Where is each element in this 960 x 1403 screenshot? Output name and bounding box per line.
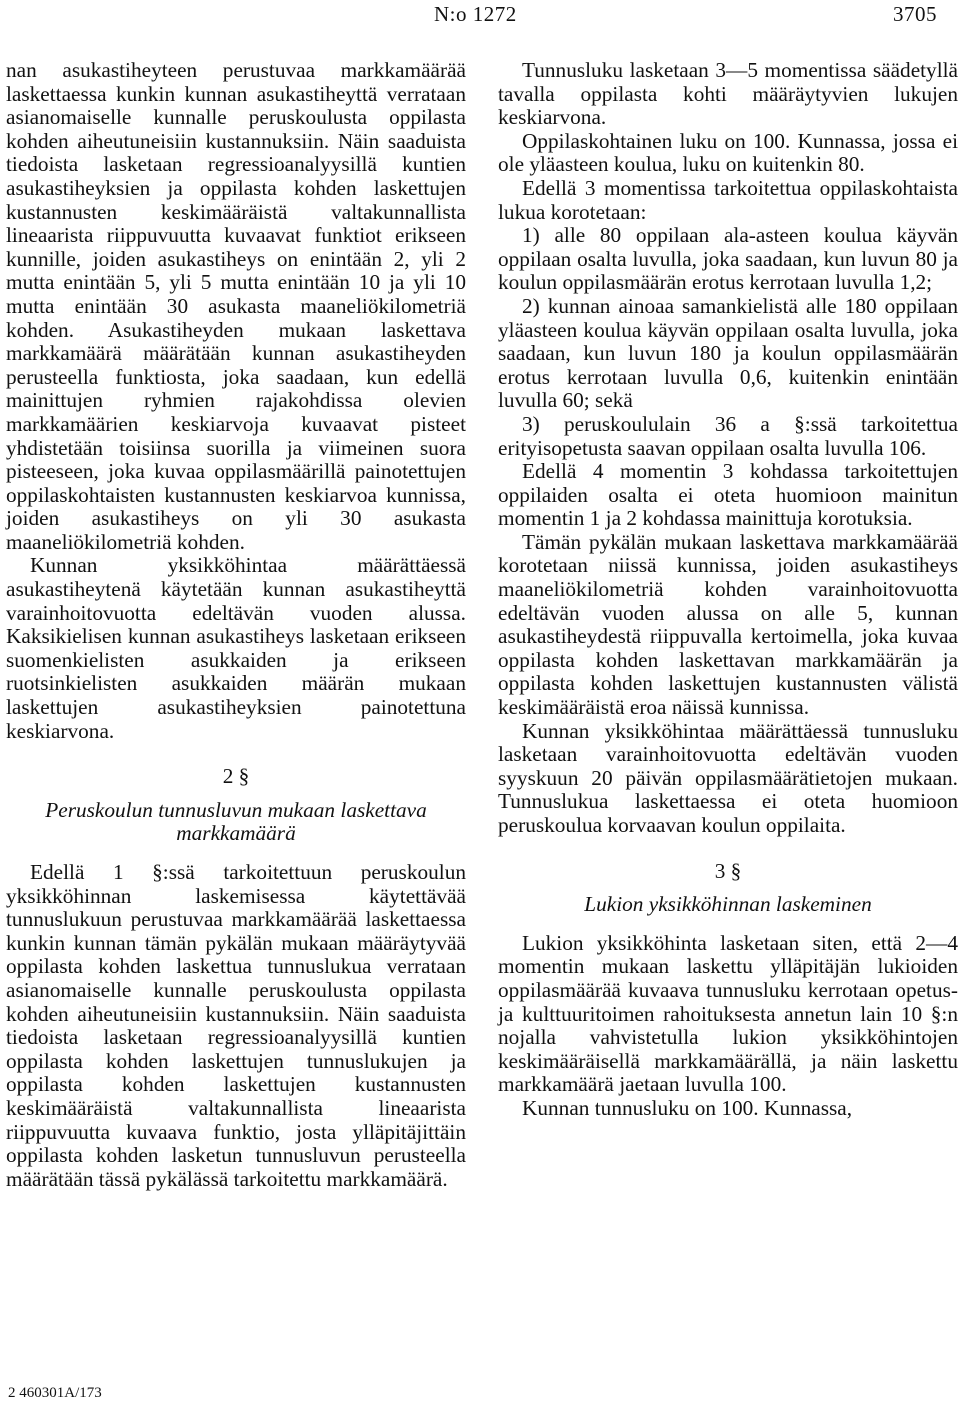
section-title: Lukion yksikköhinnan laskeminen: [584, 892, 872, 917]
list-item: 3) peruskoululain 36 a §:ssä tarkoitettua erityisopetusta saavan oppilaan osalta luvulla 106.: [498, 411, 958, 460]
print-code: 2 460301A/173: [8, 1385, 102, 1401]
paragraph: Oppilaskohtainen luku on 100. Kunnassa, jossa ei ole yläasteen koulua, luku on kuitenkin 80.: [498, 128, 958, 177]
list-item: 2) kunnan ainoaa samankielistä alle 180 oppilaan yläasteen koulua käyvän oppilaan osalta luvulla, joka saadaan, kun luvun 180 ja koulun oppilasmäärän erotus kerrotaan luvulla 0,6, kuitenkin enintään luvulla 60; sekä: [498, 293, 958, 413]
paragraph: Tämän pykälän mukaan laskettava markkamäärää korotetaan niissä kunnissa, joiden asukastiheys maaneliökilometriä kohden varainhoitovuotta edeltävän vuoden alussa on alle 5, kunnan asukastiheydestä riippuvalla kertoimella, joka kuvaa oppilasta kohden laskettavan markkamäärän ja oppilasta kohden laskettujen kustannusten välistä keskimääräistä eroa näissä kunnissa.: [498, 529, 958, 720]
left-column: [6, 59, 466, 1191]
paragraph: Tunnusluku lasketaan 3—5 momentissa säädetyllä tavalla oppilasta kohti määräytyvien lukujen keskiarvona.: [498, 58, 958, 130]
page-header: [0, 0, 960, 30]
list-item: 1) alle 80 oppilaan ala-asteen koulua käyvän oppilaan osalta luvulla, joka saadaan, kun luvun 80 ja koulun oppilasmäärän erotus kerrotaan luvulla 1,2;: [498, 223, 958, 295]
paragraph: Kunnan yksikköhintaa määrättäessä asukastiheytenä käytetään kunnan asukastiheyttä varainhoitovuotta edeltävän vuoden alussa. Kaksikielisen kunnan asukastiheys lasketaan erikseen suomenkielisten asukkaiden ja erikseen ruotsinkielisten asukkaiden määrän mukaan laskettujen asukastiheyksien painotettuna keskiarvona.: [6, 553, 466, 743]
right-column: [498, 59, 958, 1121]
paragraph: Edellä 4 momentin 3 kohdassa tarkoitettujen oppilaiden osalta ei oteta huomioon mainitun momentin 1 ja 2 kohdassa mainittuja korotuksia.: [498, 459, 958, 531]
paragraph: Edellä 1 §:ssä tarkoitettuun peruskoulun yksikköhinnan laskemisessa käytettävää tunnuslukuun perustuvaa markkamäärää laskettaessa kunkin kunnan tämän pykälän mukaan määräytyvää oppilasta kohden laskettua tunnuslukua verrataan asianomaiselle kunnalle peruskoulusta oppilasta kohden aiheutuneisiin kustannuksiin. Näin saaduista tiedoista lasketaan regressioanalyysillä kuntien oppilasta kohden laskettujen tunnuslukujen ja oppilasta kohden laskettujen kustannusten keskimääräistä valtakunnallista lineaarista riippuvuutta kuvaava funktio, josta ylläpitäjittäin oppilasta kohden lasketun tunnusluvun perusteella määrätään tässä pykälässä tarkoitettu markkamäärä.: [6, 860, 466, 1191]
section-title: Peruskoulun tunnusluvun mukaan laskettava markkamäärä: [45, 797, 427, 846]
paragraph: Kunnan yksikköhintaa määrättäessä tunnusluku lasketaan varainhoitovuotta edeltävän vuoden syyskuun 20 päivän oppilasmäärätietojen mukaan. Tunnuslukua laskettaessa ei oteta huomioon peruskoulua korvaavan koulun oppilaita.: [498, 718, 958, 837]
section-number: 2 §: [222, 764, 250, 789]
issue-number: N:o 1272: [434, 2, 517, 26]
paragraph: Edellä 3 momentissa tarkoitettua oppilaskohtaista lukua korotetaan:: [498, 175, 958, 224]
page-number: 3705: [893, 2, 937, 26]
paragraph: Lukion yksikköhinta lasketaan siten, että 2—4 momentin mukaan laskettu ylläpitäjän lukioiden oppilasmäärää kuvaava tunnusluku kerrotaan opetus- ja kulttuuritoimen rahoituksesta annetun lain 10 §:n nojalla vahvistetulla lukion yksikköhintojen keskimääräisellä markkamäärällä, ja näin laskettu markkamäärä jaetaan luvulla 100.: [498, 930, 958, 1097]
paragraph: nan asukastiheyteen perustuvaa markkamäärää laskettaessa kunkin kunnan asukastiheyttä verrataan asianomaiselle kunnalle peruskoulusta oppilasta kohden aiheutuneisiin kustannuksiin. Näin saaduista tiedoista lasketaan regressioanalyysillä kuntien asukastiheyksien ja oppilasta kohden laskettujen kustannusten keskimääräistä valtakunnallista lineaarista riippuvuutta kuvaavat funktiot erikseen kunnille, joiden asukastiheys on enintään 2, yli 2 mutta enintään 5, yli 5 mutta enintään 10 ja yli 10 mutta enintään 30 asukasta maaneliökilometriä kohden. Asukastiheyden mukaan laskettava markkamäärä määrätään kunnan asukastiheyden perusteella funktiosta, joka saadaan, kun edellä mainittujen ryhmien rajakohdissa olevien markkamäärien keskiarvoja kuvaavat pisteet yhdistetään toisiinsa suorilla ja viimeinen suora pisteeseen, joka kuvaa oppilasmäärillä painotettujen oppilaskohtaisten kustannusten keskiarvoa kunnissa, joiden asukastiheys on yli 30 asukasta maaneliökilometriä kohden.: [6, 58, 466, 554]
paragraph: Kunnan tunnusluku on 100. Kunnassa,: [522, 1095, 853, 1120]
section-number: 3 §: [714, 858, 742, 883]
